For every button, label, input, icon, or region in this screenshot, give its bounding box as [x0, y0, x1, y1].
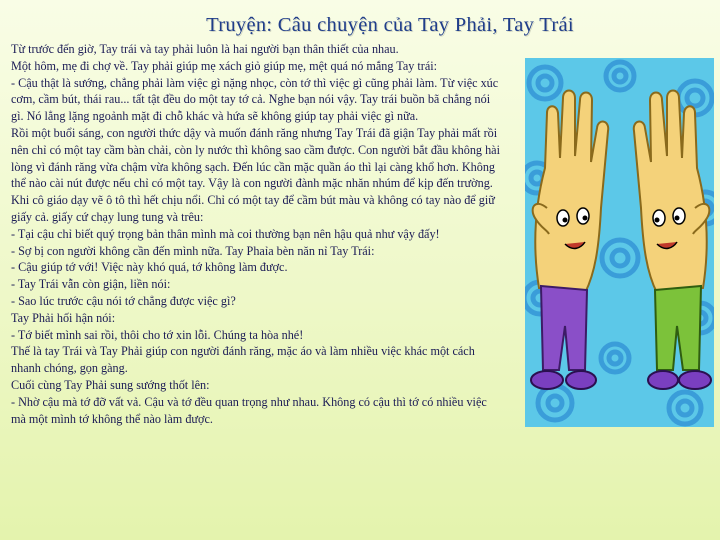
left-hand-shoe — [566, 371, 596, 389]
story-title: Truyện: Câu chuyện của Tay Phải, Tay Trái — [206, 14, 574, 36]
left-hand-pants — [541, 286, 587, 370]
story-line: - Tại cậu chỉ biết quý trọng bản thân mình mà coi thường bạn nên hậu quả như vậy đấy! — [11, 226, 440, 241]
left-hand-palm — [535, 91, 608, 294]
story-line: - Sợ bị con người không cần đến mình nữa. Tay Phaỉa bèn năn nỉ Tay Trái: — [11, 243, 375, 258]
story-line: - Cậu thật là sướng, chẳng phải làm việc gì nặng nhọc, còn tớ thì việc gì cũng phải làm. Từ việc xúc cơm, cầm bút, thái rau... tất tật đều do một tay tớ cả. Nghe bạn nói vậy. Tay trái buồn bã chẳng nói gì. Nó lẳng lặng ngoảnh mặt đi chỗ khác và hứa sẽ không giúp tay phải việc gì nữa. — [11, 75, 499, 124]
right-hand-shoe — [679, 371, 711, 389]
story-line: - Nhờ cậu mà tớ đỡ vất vả. Cậu và tớ đều quan trọng như nhau. Không có cậu thì tớ có nhiều việc mà một mình tớ không thể nào làm được. — [11, 394, 487, 426]
left-hand-shoe — [531, 371, 563, 389]
story-line: - Cậu giúp tớ với! Việc này khó quá, tớ không làm được. — [11, 260, 288, 275]
story-line: - Tay Trái vẫn còn giận, liền nói: — [11, 277, 171, 292]
hands-illustration-svg — [525, 58, 714, 427]
story-line: Tay Phải hối hận nói: — [11, 310, 116, 325]
right-hand-eye — [673, 208, 685, 224]
story-line: Từ trước đến giờ, Tay trái và tay phải luôn là hai người bạn thân thiết của nhau. — [11, 42, 399, 56]
story-line: - Tớ biết mình sai rồi, thôi cho tớ xin lỗi. Chúng ta hòa nhé! — [11, 327, 304, 342]
story-line: Một hôm, mẹ đi chợ về. Tay phải giúp mẹ xách giỏ giúp mẹ, mệt quá nó mắng Tay trái: — [11, 58, 438, 73]
left-hand-character — [531, 91, 608, 390]
right-hand-shoe — [648, 371, 678, 389]
story-line: Thế là tay Trái và Tay Phải giúp con người đánh răng, mặc áo và làm nhiều việc khác một cách nhanh chóng, gọn gàng. — [11, 344, 475, 376]
right-hand-eye — [653, 210, 665, 226]
hands-illustration — [525, 58, 714, 427]
left-hand-eye — [557, 210, 569, 226]
right-hand-palm — [634, 91, 707, 294]
story-line: Rồi một buổi sáng, con người thức dậy và muốn đánh răng nhưng Tay Trái đã giận Tay phải mất rồi nên chỉ có một tay cầm bàn chải, còn ly nước thì không sao cầm được. Con người bắt đầu không hài lòng vì đánh răng vừa chậm vừa không sạch. Đến lúc cần mặc quần áo thì lại càng khổ hơn. Không thể nào cài nút được nếu chỉ có một tay. Vậy là con người đành mặc nhăn nhúm để kịp đến trường. Khi cô giáo dạy vẽ ô tô thì hết chịu nổi. Chỉ có một tay để cầm bút màu và không có tay nào để giữ giấy cả. giấy cứ chạy lung tung và trêu: — [11, 125, 500, 224]
right-hand-character — [634, 91, 711, 390]
story-line: Cuối cùng Tay Phải sung sướng thốt lên: — [11, 377, 210, 392]
story-text — [11, 41, 503, 427]
left-hand-eye — [577, 208, 589, 224]
story-line: - Sao lúc trước cậu nói tớ chẳng được việc gì? — [11, 293, 236, 308]
right-hand-pants — [655, 286, 701, 370]
